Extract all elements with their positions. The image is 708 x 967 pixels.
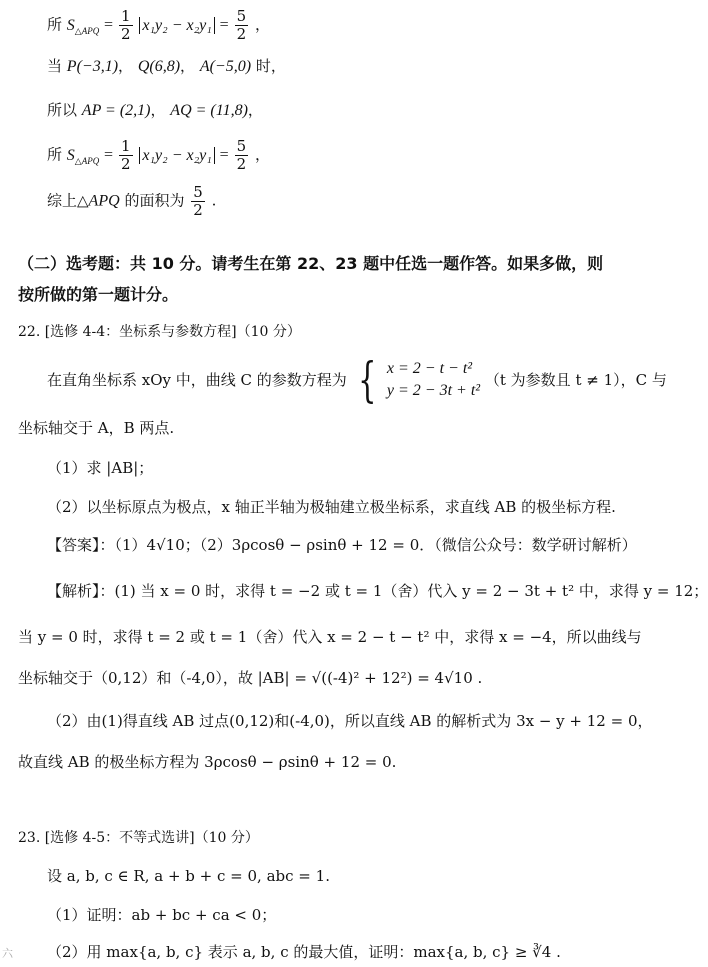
q23-part2: （2）用 max{a, b, c} 表示 a, b, c 的最大值，证明：max{a, b, c} ≥ ∛4 . <box>47 943 561 961</box>
q22-stem <box>47 352 667 408</box>
q22-part2: （2）以坐标原点为极点，x 轴正半轴为极轴建立极坐标系，求直线 AB 的极坐标方程. <box>47 498 616 516</box>
vector-aq: AQ = (11,8) <box>170 102 248 119</box>
half-fraction: $\frac{1}{2}$ <box>121 7 131 43</box>
half-fraction: $\frac{1}{2}$ <box>121 137 131 173</box>
text: 综上△ <box>47 191 89 210</box>
section-heading-cont: 按所做的第一题计分。 <box>18 285 179 304</box>
result-fraction: $\frac{5}{2}$ <box>236 137 247 173</box>
q22-stem-cont: 坐标轴交于 A，B 两点. <box>18 419 175 437</box>
brace: { <box>357 352 377 408</box>
q22-solution-1: 【解析】：(1) 当 x = 0 时，求得 t = −2 或 t = 1（舍）代入 y = 2 − 3t + t² 中，求得 y = 12； <box>47 582 708 600</box>
summary-line: 综上△APQ 的面积为 $\frac{5}{2}$ . <box>47 183 217 219</box>
param-system: x = 2 − t − t² y = 2 − 3t + t² <box>386 360 481 399</box>
q22-solution-3: 坐标轴交于（0,12）和（-4,0），故 |AB| = √((-4)² + 12²) = 4√10 . <box>18 669 483 687</box>
text: （t 为参数且 t ≠ 1），C 与 <box>484 371 667 389</box>
result-fraction: $\frac{5}{2}$ <box>236 7 247 43</box>
point-q: Q(6,8) <box>137 58 181 75</box>
q22-solution-2: 当 y = 0 时，求得 t = 2 或 t = 1（舍）代入 x = 2 − t − t² 中，求得 x = −4，所以曲线与 <box>18 628 642 646</box>
text: 在直角坐标系 xOy 中，曲线 C 的参数方程为 <box>47 371 347 389</box>
text: 所 <box>47 15 63 34</box>
point-p: P(−3,1) <box>66 58 119 75</box>
symbol-s: $S_{\triangle APQ}$ <box>66 146 100 166</box>
vectors-line: 所以 AP = (2,1)， AQ = (11,8)， <box>47 101 263 119</box>
section-heading: （二）选考题：共 10 分。请考生在第 22、23 题中任选一题作答。如果多做，则 <box>18 254 604 273</box>
q23-part1: （1）证明：ab + bc + ca < 0； <box>47 906 277 924</box>
point-a: A(−5,0) <box>199 58 252 75</box>
q23-heading: 23. [选修 4-5：不等式选讲]（10 分） <box>18 830 259 846</box>
text: 所以 <box>47 101 78 119</box>
text: 所 <box>47 145 63 164</box>
q22-solution-4: （2）由(1)得直线 AB 过点(0,12)和(-4,0)，所以直线 AB 的解析式为 3x − y + 12 = 0， <box>47 712 653 730</box>
determinant-expr: x₁y₂ − x₂y₁ <box>139 147 214 164</box>
q23-stem: 设 a, b, c ∈ R, a + b + c = 0, abc = 1. <box>47 867 330 885</box>
equals: = <box>104 16 118 34</box>
q22-answer: 【答案】：（1）4√10；（2）3ρcosθ − ρsinθ + 12 = 0．（微信公众号：数学研讨解析） <box>47 536 637 554</box>
area-line-1: 所 $S_{\triangle APQ}$ = $\frac{1}{2}$ x₁y₂ − x₂y₁ = $\frac{5}{2}$ ， <box>47 7 270 43</box>
vector-ap: AP = (2,1) <box>81 102 151 119</box>
area-fraction: $\frac{5}{2}$ <box>193 183 203 219</box>
q22-part1: （1）求 |AB|； <box>47 459 154 477</box>
text: 当 <box>47 57 63 75</box>
points-line: 当 P(−3,1)， Q(6,8)， A(−5,0) 时， <box>47 57 286 75</box>
text: 时， <box>255 57 286 75</box>
determinant-expr: x₁y₂ − x₂y₁ <box>139 17 214 34</box>
q22-solution-5: 故直线 AB 的极坐标方程为 3ρcosθ − ρsinθ + 12 = 0. <box>18 753 397 771</box>
triangle-label: APQ <box>88 192 120 210</box>
q22-heading: 22. [选修 4-4：坐标系与参数方程]（10 分） <box>18 324 301 340</box>
symbol-s: $S_{\triangle APQ}$ <box>66 16 100 36</box>
area-line-2: 所 $S_{\triangle APQ}$ = $\frac{1}{2}$ x₁y₂ − x₂y₁ = $\frac{5}{2}$ ， <box>47 137 270 173</box>
text: 的面积为 <box>124 191 185 210</box>
watermark: 六 <box>2 947 13 960</box>
